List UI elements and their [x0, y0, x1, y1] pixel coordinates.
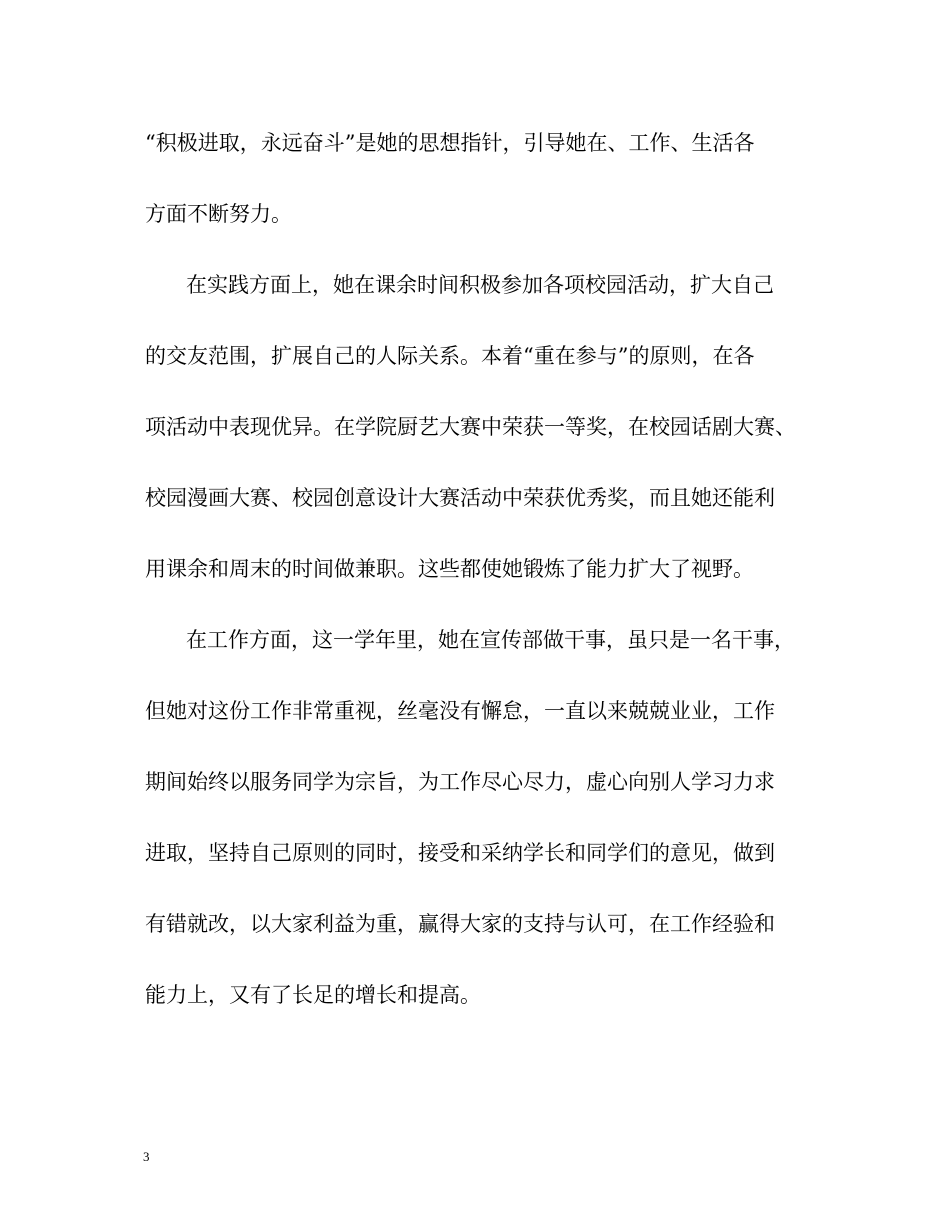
body-text-line: 能力上，又有了长足的增长和提高。 [145, 983, 481, 1007]
body-text-line: 但她对这份工作非常重视，丝毫没有懈怠，一直以来兢兢业业，工作 [145, 699, 775, 723]
body-text-line: 用课余和周末的时间做兼职。这些都使她锻炼了能力扩大了视野。 [145, 557, 754, 581]
body-text-line: 进取，坚持自己原则的同时，接受和采纳学长和同学们的意见，做到 [145, 841, 775, 865]
paragraph-start-line: 在实践方面上，她在课余时间积极参加各项校园活动，扩大自己 [186, 273, 774, 297]
body-text-line: “积极进取，永远奋斗”是她的思想指针，引导她在、工作、生活各 [145, 131, 755, 155]
body-text-line: 的交友范围，扩展自己的人际关系。本着“重在参与”的原则，在各 [145, 344, 755, 368]
body-text-line: 项活动中表现优异。在学院厨艺大赛中荣获一等奖，在校园话剧大赛、 [145, 415, 796, 439]
page-number: 3 [143, 1149, 150, 1164]
body-text-line: 有错就改，以大家利益为重，赢得大家的支持与认可，在工作经验和 [145, 912, 775, 936]
body-text-line: 校园漫画大赛、校园创意设计大赛活动中荣获优秀奖，而且她还能利 [145, 486, 775, 510]
paragraph-start-line: 在工作方面，这一学年里，她在宣传部做干事，虽只是一名干事， [186, 628, 795, 652]
body-text-line: 方面不断努力。 [145, 202, 292, 226]
body-text-line: 期间始终以服务同学为宗旨，为工作尽心尽力，虚心向别人学习力求 [145, 770, 775, 794]
